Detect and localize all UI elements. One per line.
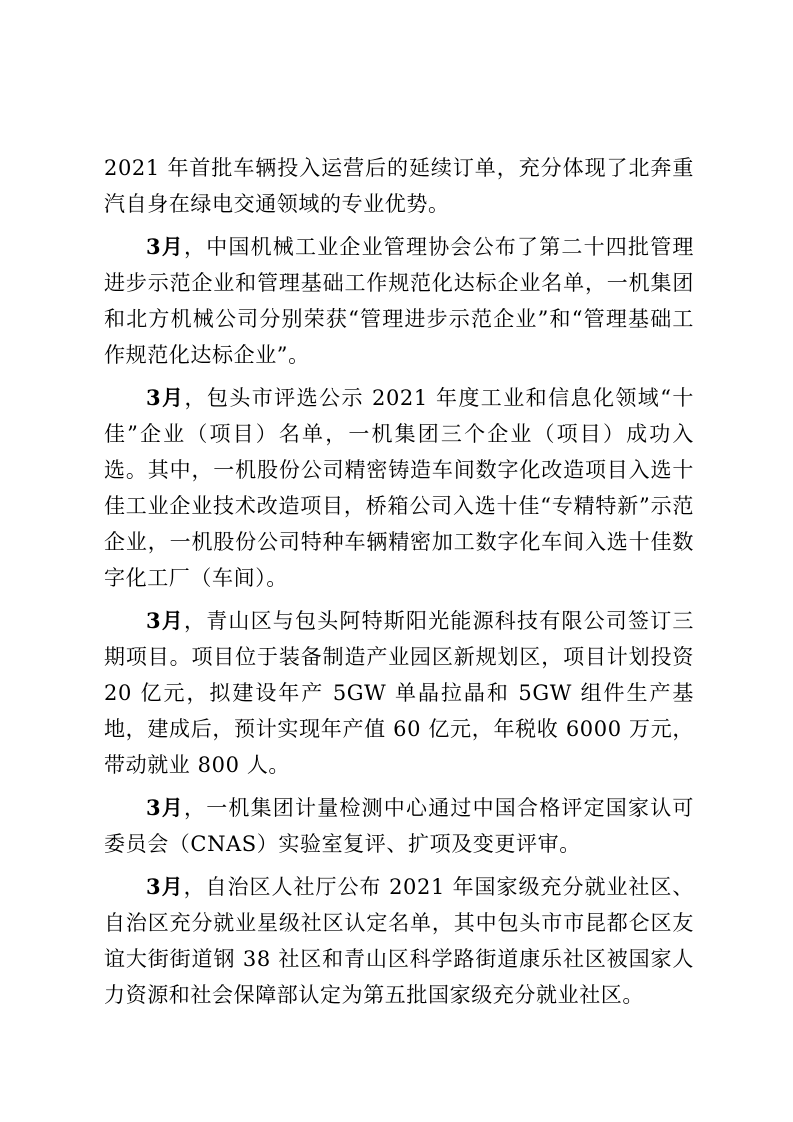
paragraph-text: ，一机集团计量检测中心通过中国合格评定国家认可委员会（CNAS）实验室复评、扩项及变更评审。 <box>104 796 694 856</box>
paragraph-entry <box>104 790 694 862</box>
paragraph-text: ，包头市评选公示 2021 年度工业和信息化领域“十佳”企业（项目）名单，一机集团三个企业（项目）成功入选。其中，一机股份公司精密铸造车间数字化改造项目入选十佳工业企业技术改造项目，桥箱公司入选十佳“专精特新”示范企业，一机股份公司特种车辆精密加工数字化车间入选十佳数字化工厂（车间）。 <box>104 386 694 590</box>
paragraph-entry <box>104 229 694 373</box>
paragraph-entry <box>104 380 694 596</box>
month-label: 3月 <box>146 385 185 410</box>
paragraph-text: 2021 年首批车辆投入运营后的延续订单，充分体现了北奔重汽自身在绿电交通领域的专业优势。 <box>104 156 694 216</box>
document-page <box>104 150 694 1020</box>
month-label: 3月 <box>146 234 185 259</box>
month-label: 3月 <box>146 608 185 633</box>
month-label: 3月 <box>146 795 185 820</box>
paragraph-entry <box>104 869 694 1013</box>
paragraph-entry <box>104 603 694 783</box>
paragraph-text: ，自治区人社厅公布 2021 年国家级充分就业社区、自治区充分就业星级社区认定名单，其中包头市市昆都仑区友谊大街街道钢 38 社区和青山区科学路街道康乐社区被国家人力资源和社会保障部认定为第五批国家级充分就业社区。 <box>104 875 694 1007</box>
paragraph-continuation <box>104 150 694 222</box>
paragraph-text: ，青山区与包头阿特斯阳光能源科技有限公司签订三期项目。项目位于装备制造产业园区新规划区，项目计划投资 20 亿元，拟建设年产 5GW 单晶拉晶和 5GW 组件生产基地，建成后，预计实现年产值 60 亿元，年税收 6000 万元，带动就业 800 人。 <box>104 609 694 777</box>
paragraph-text: ，中国机械工业企业管理协会公布了第二十四批管理进步示范企业和管理基础工作规范化达标企业名单，一机集团和北方机械公司分别荣获“管理进步示范企业”和“管理基础工作规范化达标企业”。 <box>104 235 694 367</box>
month-label: 3月 <box>146 874 184 899</box>
